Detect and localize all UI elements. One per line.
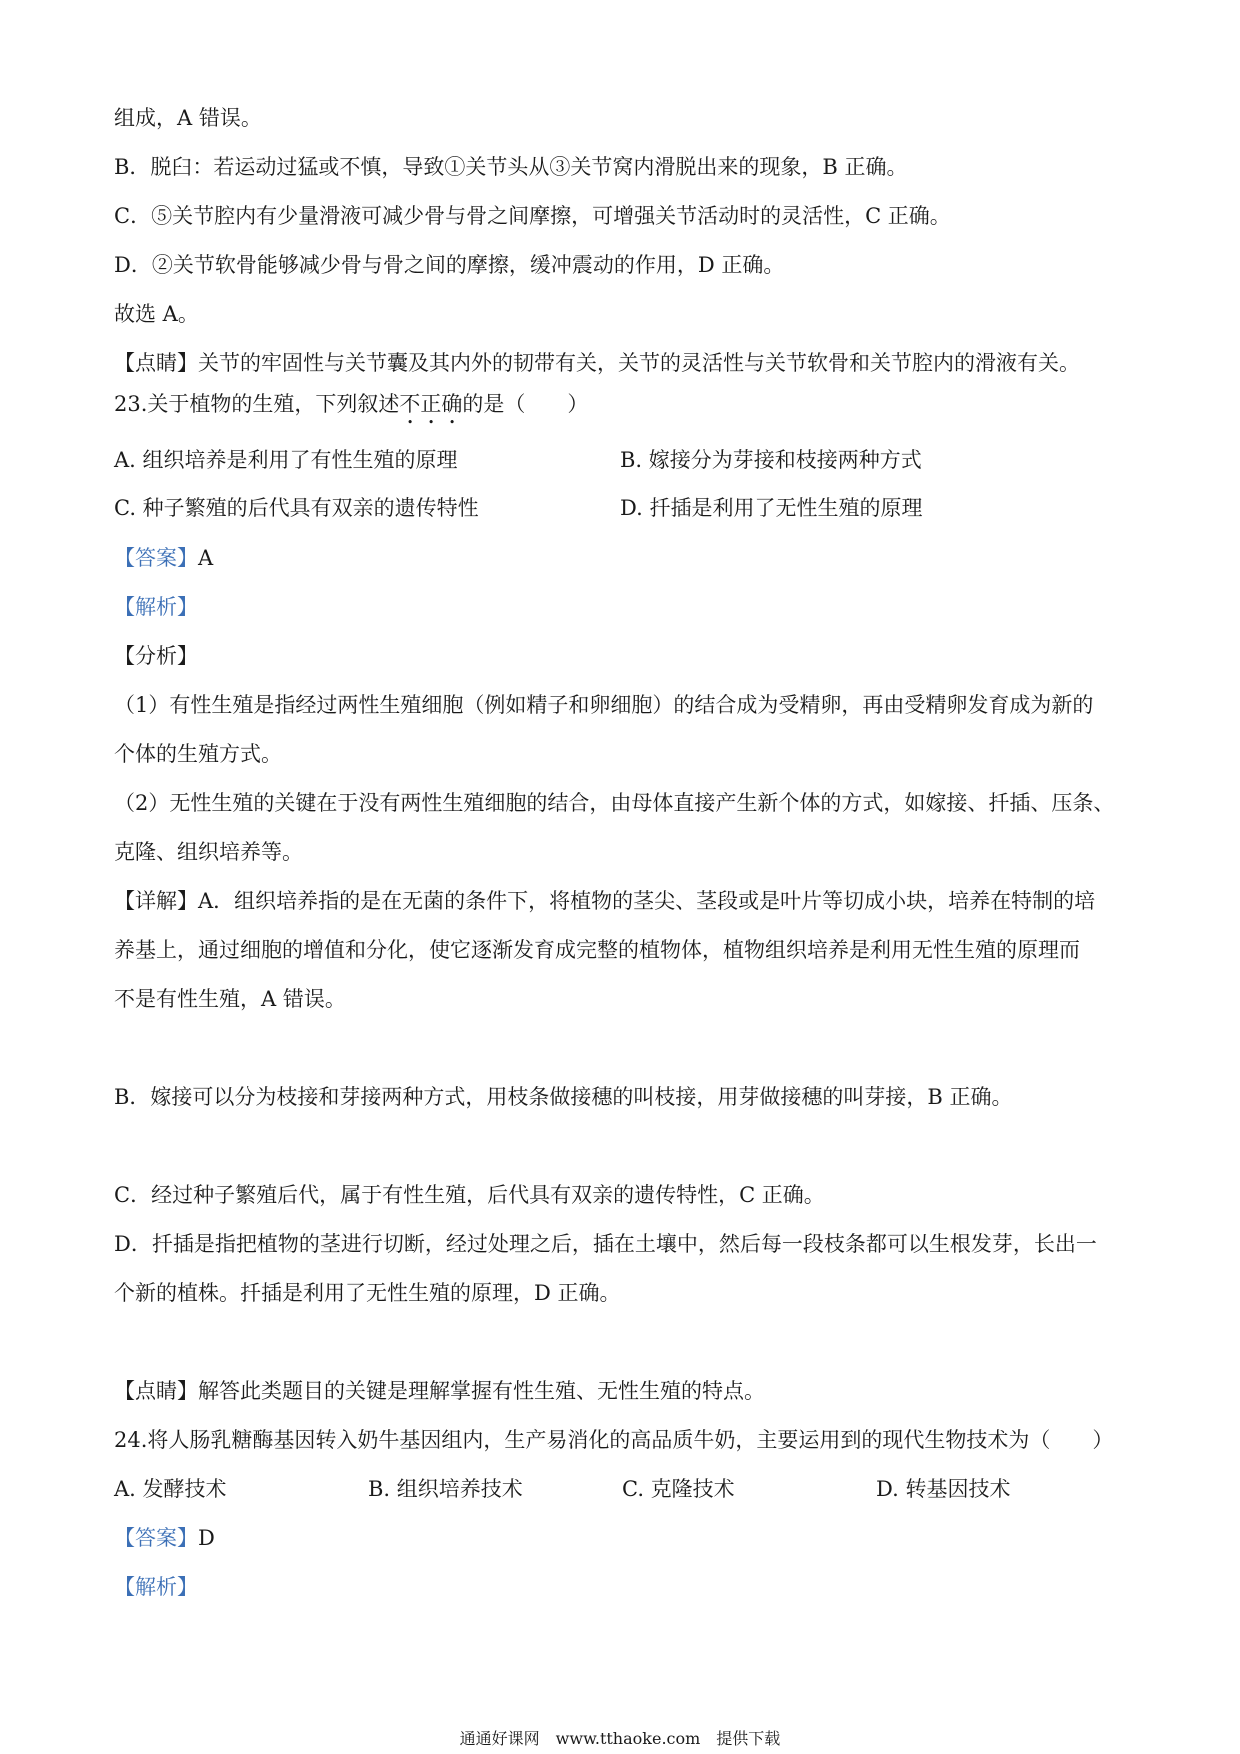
q24-option-c: C. 克隆技术 bbox=[622, 1477, 735, 1501]
text-line: 组成，A 错误。 bbox=[114, 106, 262, 130]
fenxi-line: 克隆、组织培养等。 bbox=[114, 840, 303, 864]
page-footer: 通通好课网 www.tthaoke.com 提供下载 bbox=[459, 1729, 781, 1748]
fenxi-line: 个体的生殖方式。 bbox=[114, 742, 282, 766]
detail-line: 个新的植株。扦插是利用了无性生殖的原理，D 正确。 bbox=[114, 1281, 621, 1305]
answer-label: 【答案】 bbox=[114, 1526, 198, 1550]
q24-jiexi-label: 【解析】 bbox=[114, 1575, 198, 1599]
q23-dianjing: 【点睛】解答此类题目的关键是理解掌握有性生殖、无性生殖的特点。 bbox=[114, 1379, 765, 1403]
stem-text: 23.关于植物的生殖，下列叙述 bbox=[114, 392, 400, 416]
q23-option-a: A. 组织培养是利用了有性生殖的原理 bbox=[114, 448, 458, 472]
detail-line: C．经过种子繁殖后代，属于有性生殖，后代具有双亲的遗传特性，C 正确。 bbox=[114, 1183, 825, 1207]
answer-value: A bbox=[198, 546, 214, 570]
stem-emphasis: 不正确 bbox=[399, 392, 463, 416]
dianjing-line: 【点睛】关节的牢固性与关节囊及其内外的韧带有关，关节的灵活性与关节软骨和关节腔内的滑液有关。 bbox=[114, 351, 1080, 375]
detail-line: 不是有性生殖，A 错误。 bbox=[114, 987, 346, 1011]
question-24-stem: 24.将人肠乳糖酶基因转入奶牛基因组内，生产易消化的高品质牛奶，主要运用到的现代生物技术为（ ） bbox=[114, 1428, 1114, 1452]
detail-line: B．嫁接可以分为枝接和芽接两种方式，用枝条做接穗的叫枝接，用芽做接穗的叫芽接，B 正确。 bbox=[114, 1085, 1013, 1109]
question-23-stem bbox=[114, 389, 588, 429]
answer-label: 【答案】 bbox=[114, 546, 198, 570]
q23-jiexi-label: 【解析】 bbox=[114, 595, 198, 619]
text-line: C．⑤关节腔内有少量滑液可减少骨与骨之间摩擦，可增强关节活动时的灵活性，C 正确。 bbox=[114, 204, 951, 228]
q23-option-c: C. 种子繁殖的后代具有双亲的遗传特性 bbox=[114, 496, 479, 520]
text-line: B．脱臼：若运动过猛或不慎，导致①关节头从③关节窝内滑脱出来的现象，B 正确。 bbox=[114, 155, 908, 179]
q23-answer bbox=[114, 543, 213, 573]
detail-line: D．扦插是指把植物的茎进行切断，经过处理之后，插在土壤中，然后每一段枝条都可以生根发芽，长出一 bbox=[114, 1232, 1097, 1256]
q23-option-d: D. 扦插是利用了无性生殖的原理 bbox=[620, 496, 923, 520]
stem-text: 的是（ ） bbox=[462, 392, 589, 416]
q24-answer bbox=[114, 1523, 215, 1553]
q23-fenxi-label: 【分析】 bbox=[114, 644, 198, 668]
detail-line: 养基上，通过细胞的增值和分化，使它逐渐发育成完整的植物体，植物组织培养是利用无性生殖的原理而 bbox=[114, 938, 1080, 962]
text-line: 故选 A。 bbox=[114, 302, 199, 326]
q23-option-b: B. 嫁接分为芽接和枝接两种方式 bbox=[620, 448, 922, 472]
fenxi-line: （2）无性生殖的关键在于没有两性生殖细胞的结合，由母体直接产生新个体的方式，如嫁接、扦插、压条、 bbox=[114, 791, 1115, 815]
q24-option-a: A. 发酵技术 bbox=[114, 1477, 227, 1501]
fenxi-line: （1）有性生殖是指经过两性生殖细胞（例如精子和卵细胞）的结合成为受精卵，再由受精卵发育成为新的 bbox=[114, 693, 1094, 717]
detail-line: 【详解】A．组织培养指的是在无菌的条件下，将植物的茎尖、茎段或是叶片等切成小块，培养在特制的培 bbox=[114, 889, 1096, 913]
q24-option-d: D. 转基因技术 bbox=[876, 1477, 1011, 1501]
answer-value: D bbox=[198, 1526, 215, 1550]
q24-option-b: B. 组织培养技术 bbox=[368, 1477, 523, 1501]
text-line: D．②关节软骨能够减少骨与骨之间的摩擦，缓冲震动的作用，D 正确。 bbox=[114, 253, 785, 277]
